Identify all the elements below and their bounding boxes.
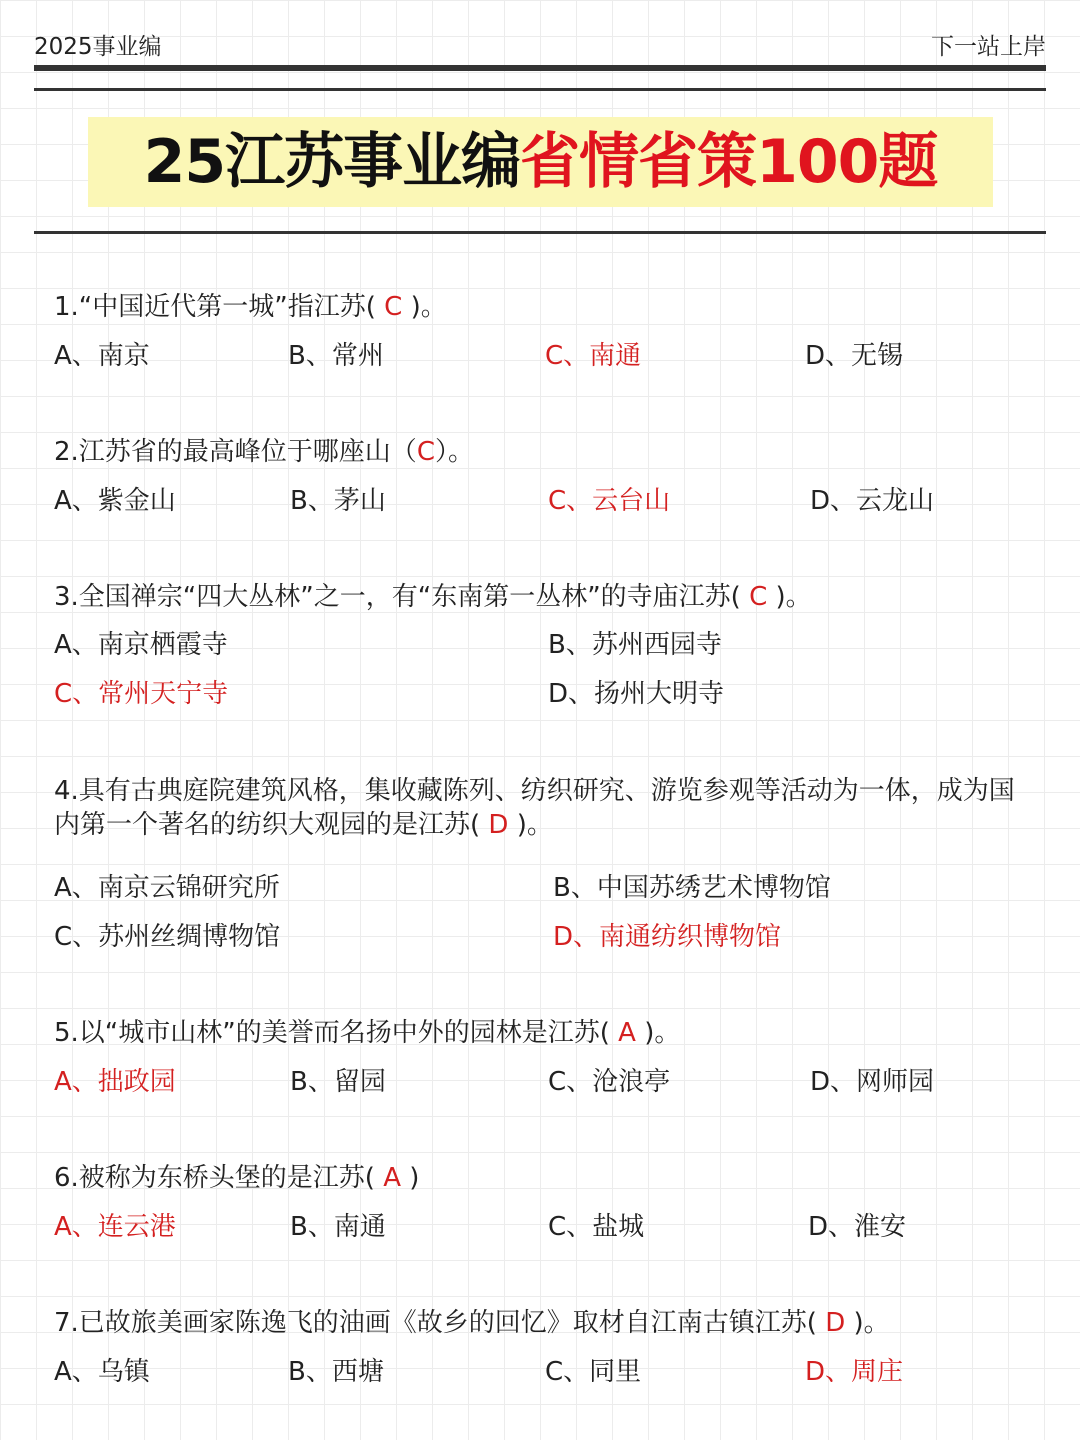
question-4-option-d: D、南通纺织博物馆 — [553, 922, 782, 952]
question-6-option-c: C、盐城 — [548, 1212, 645, 1242]
question-4-text — [54, 774, 1034, 842]
question-4-answer: D — [488, 810, 509, 840]
question-2-answer: C — [416, 437, 435, 467]
question-6-answer: A — [383, 1163, 402, 1193]
question-1-answer: C — [384, 292, 403, 322]
question-4-option-b: B、中国苏绣艺术博物馆 — [553, 873, 831, 903]
question-5-stem: 5.以“城市山林”的美誉而名扬中外的园林是江苏( — [54, 1018, 619, 1048]
question-4-stem-end: )。 — [508, 810, 553, 840]
question-6-option-b: B、南通 — [290, 1212, 386, 1242]
header-left-label: 2025事业编 — [34, 34, 162, 60]
question-7-option-b: B、西塘 — [288, 1357, 384, 1387]
question-3-option-c: C、常州天宁寺 — [54, 679, 229, 709]
question-2-option-c: C、云台山 — [548, 486, 671, 516]
question-3-text — [54, 580, 1034, 614]
question-5-text — [54, 1016, 1034, 1050]
question-3-stem: 3.全国禅宗“四大丛林”之一，有“东南第一丛林”的寺庙江苏( — [54, 582, 750, 612]
question-7-option-d: D、周庄 — [805, 1357, 904, 1387]
question-1-option-c: C、南通 — [545, 341, 642, 371]
question-5-option-c: C、沧浪亭 — [548, 1067, 671, 1097]
question-6-option-a: A、连云港 — [54, 1212, 176, 1242]
question-5-stem-end: )。 — [635, 1018, 681, 1048]
question-3-option-a: A、南京栖霞寺 — [54, 630, 228, 660]
title-part-red: 省情省策100题 — [520, 127, 938, 197]
question-3-stem-end: )。 — [767, 582, 812, 612]
header-right-label: 下一站上岸 — [931, 34, 1046, 60]
question-1-option-a: A、南京 — [54, 341, 150, 371]
question-7-answer: D — [825, 1308, 846, 1338]
title-part-black: 25江苏事业编 — [143, 127, 521, 197]
question-7-option-c: C、同里 — [545, 1357, 642, 1387]
question-6-stem: 6.被称为东桥头堡的是江苏( — [54, 1163, 384, 1193]
question-7-option-a: A、乌镇 — [54, 1357, 150, 1387]
question-5-option-b: B、留园 — [290, 1067, 386, 1097]
question-2-text — [54, 435, 1034, 469]
question-3-option-d: D、扬州大明寺 — [548, 679, 725, 709]
question-2-option-d: D、云龙山 — [810, 486, 935, 516]
question-1-text — [54, 290, 1034, 324]
question-4-stem: 4.具有古典庭院建筑风格，集收藏陈列、纺织研究、游览参观等活动为一体，成为国内第一个著名的纺织大观园的是江苏( — [54, 776, 1015, 840]
question-2-option-a: A、紫金山 — [54, 486, 176, 516]
question-5-option-d: D、网师园 — [810, 1067, 935, 1097]
question-1-stem-end: )。 — [402, 292, 447, 322]
question-6-option-d: D、淮安 — [808, 1212, 907, 1242]
question-6-stem-end: ) — [401, 1163, 420, 1193]
question-1-option-b: B、常州 — [288, 341, 384, 371]
question-6-text — [54, 1161, 1034, 1195]
question-7-stem-end: )。 — [845, 1308, 890, 1338]
question-4-option-c: C、苏州丝绸博物馆 — [54, 922, 281, 952]
question-2-stem-end: ）。 — [434, 437, 474, 467]
question-7-stem: 7.已故旅美画家陈逸飞的油画《故乡的回忆》取材自江南古镇江苏( — [54, 1308, 826, 1338]
question-5-answer: A — [618, 1018, 636, 1048]
question-3-option-b: B、苏州西园寺 — [548, 630, 722, 660]
question-4-option-a: A、南京云锦研究所 — [54, 873, 280, 903]
question-3-answer: C — [749, 582, 768, 612]
question-7-text — [54, 1306, 1034, 1340]
question-1-stem: 1.“中国近代第一城”指江苏( — [54, 292, 385, 322]
question-5-option-a: A、拙政园 — [54, 1067, 176, 1097]
question-2-stem: 2.江苏省的最高峰位于哪座山（ — [54, 437, 417, 467]
question-1-option-d: D、无锡 — [805, 341, 904, 371]
question-2-option-b: B、茅山 — [290, 486, 386, 516]
